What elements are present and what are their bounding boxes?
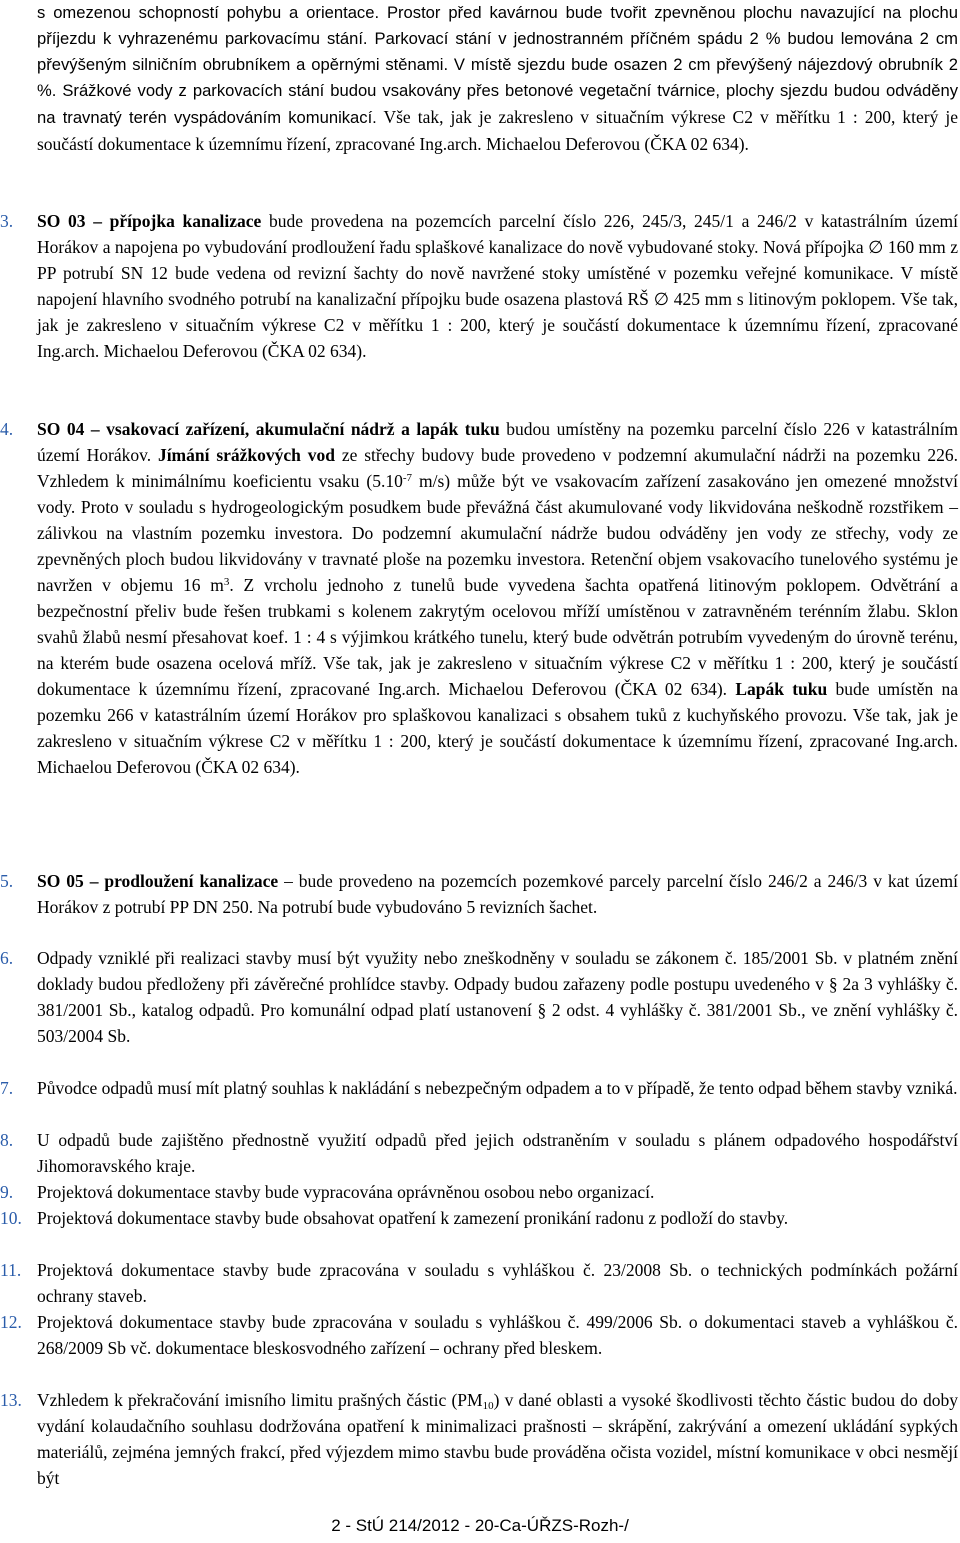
item-text: Odpady vzniklé při realizaci stavby musí být využity nebo zneškodněny v souladu se zákonem č. 185/2001 Sb. v platném znění doklady budou předloženy při závěrečné prohlídce stavby. Odpady budou zařazeny podle postupu uvedeného v § 2a 3 vyhlášky č. 381/2001 Sb., katalog odpadů. Pro komunální odpad platí ustanovení § 2 odst. 4 vyhlášky č. 381/2001 Sb., ve znění vyhlášky č. 503/2004 Sb.	[37, 948, 958, 1046]
item-body: Vzhledem k překračování imisního limitu prašných částic (PM	[37, 1390, 483, 1410]
item-number: 9.	[0, 1182, 14, 1202]
page-footer: 2 - StÚ 214/2012 - 20-Ca-ÚŘZS-Rozh-/	[331, 1516, 629, 1535]
continuation-serif-text: Vše tak, jak je zakresleno v situačním výkrese C2 v měřítku 1 : 200, který je součástí dokumentace k územnímu řízení, zpracované Ing.arch. Michaelou Deferovou (ČKA 02 634).	[37, 107, 958, 154]
item-number: 5.	[0, 871, 14, 891]
item-subheading: Jímání srážkových vod	[157, 445, 335, 465]
item-text	[37, 1387, 958, 1491]
item-text	[37, 416, 958, 780]
exponent: 3	[223, 576, 230, 588]
item-number: 6.	[0, 948, 14, 968]
continuation-sans-text: s omezenou schopností pohybu a orientace. Prostor před kavárnou bude tvořit zpevněnou plochu navazující na plochu příjezdu k vyhrazenému parkovacímu stání. Parkovací stání v jednostranném příčném spádu 2 % budou lemována 2 cm převýšeným silničním obrubníkem a opěrnými stěnami. V místě sjezdu bude osazen 2 cm převýšený nájezdový obrubník 2 %. Srážkové vody z parkovacích stání budou vsakovány přes betonové vegetační tvárnice, plochy sjezdu budou odváděny na travnatý terén vyspádováním komunikací.	[37, 3, 958, 127]
item-number: 12.	[0, 1312, 22, 1332]
item-body: budou umístěny na pozemku parcelní číslo 226 v katastrálním území Horákov.	[37, 419, 958, 465]
subscript: 10	[482, 1400, 494, 1412]
item-text: Projektová dokumentace stavby bude zpracována v souladu s vyhláškou č. 23/2008 Sb. o technických podmínkách požární ochrany staveb.	[37, 1260, 958, 1306]
item-number: 10.	[0, 1208, 22, 1228]
item-text	[37, 868, 958, 920]
item-text: Původce odpadů musí mít platný souhlas k nakládání s nebezpečným odpadem a to v případě, že tento odpad během stavby vzniká.	[37, 1078, 958, 1098]
item-heading: SO 04 – vsakovací zařízení, akumulační nádrž a lapák tuku	[37, 419, 500, 439]
item-number: 13.	[0, 1390, 22, 1410]
item-number: 3.	[0, 211, 14, 231]
item-number: 8.	[0, 1130, 14, 1150]
item-body: . Z vrcholu jednoho z tunelů bude vyvedena šachta opatřená litinovým poklopem. Odvětrání a bezpečnostní přeliv bude řešen trubkami s kolenem zakrytým ocelovou mříží umístěnou v zatravněném terénním žlabu. Sklon svahů žlabů nesmí přesahovat koef. 1 : 4 s výjimkou krátkého tunelu, který bude odvětrán potrubím vyvedeným do úrovně terénu, na kterém bude osazena ocelová mříž. Vše tak, jak je zakresleno v situačním výkrese C2 v měřítku 1 : 200, který je součástí dokumentace k územnímu řízení, zpracované Ing.arch. Michaelou Deferovou (ČKA 02 634).	[37, 575, 958, 699]
item-heading: SO 03 – přípojka kanalizace	[37, 211, 262, 231]
item-text: U odpadů bude zajištěno přednostně využití odpadů před jejich odstraněním v souladu s plánem odpadového hospodářství Jihomoravského kraje.	[37, 1130, 958, 1176]
item-body: bude umístěn na pozemku 266 v katastrálním území Horákov pro splaškovou kanalizaci s obsahem tuků z kuchyňského provozu. Vše tak, jak je zakresleno v situačním výkrese C2 v měřítku 1 : 200, který je součástí dokumentace k územnímu řízení, zpracované Ing.arch. Michaelou Deferovou (ČKA 02 634).	[37, 679, 958, 777]
item-body: ze střechy budovy bude provedeno v podzemní akumulační nádrži na pozemku 226. Vzhledem k minimálnímu koeficientu vsaku (5.10	[37, 445, 959, 491]
item-number: 4.	[0, 419, 14, 439]
item-body: bude provedena na pozemcích parcelní číslo 226, 245/3, 245/1 a 246/2 v katastrálním území Horákov a napojena po vybudování prodloužení řadu splaškové kanalizace do nově vybudované stoky. Nová přípojka ∅ 160 mm z PP potrubí SN 12 bude vedena od revizní šachty do nově navržené stoky umístěné v pozemku veřejné komunikace. V místě napojení hlavního svodného potrubí na kanalizační přípojku bude osazena plastová RŠ ∅ 425 mm s litinovým poklopem. Vše tak, jak je zakresleno v situačním výkrese C2 v měřítku 1 : 200, který je součástí dokumentace k územnímu řízení, zpracované Ing.arch. Michaelou Deferovou (ČKA 02 634).	[37, 211, 958, 361]
exponent: -7	[402, 472, 413, 484]
item-text: Projektová dokumentace stavby bude zpracována v souladu s vyhláškou č. 499/2006 Sb. o dokumentaci staveb a vyhláškou č. 268/2009 Sb vč. dokumentace bleskosvodného zařízení – ochrany před bleskem.	[37, 1312, 958, 1358]
item-subheading: Lapák tuku	[735, 679, 828, 699]
item-text: Projektová dokumentace stavby bude vypracována oprávněnou osobou nebo organizací.	[37, 1182, 655, 1202]
item-body: ) v dané oblasti a vysoké škodlivosti těchto částic budou do doby vydání kolaudačního souhlasu dodržována opatření k minimalizaci prašnosti – skrápění, zakrývání a omezení ukládání sypkých materiálů, zejména jemných frakcí, před výjezdem mimo stavbu bude prováděna očista vozidel, místní komunikace v obci nesmějí být	[37, 1390, 958, 1488]
item-text	[37, 208, 958, 364]
item-number: 7.	[0, 1078, 14, 1098]
item-number: 11.	[0, 1260, 22, 1280]
item-body: m/s) může být ve vsakovacím zařízení zasakováno jen omezené množství vody. Proto v souladu s hydrogeologickým posudkem bude převážná část akumulované vody likvidována neškodně rozstřikem – zálivkou na vlastním pozemku investora. Do podzemní akumulační nádrže budou odváděny jen vody ze střechy, vody ze zpevněných ploch budou likvidovány v travnaté ploše na pozemku investora. Retenční objem vsakovacího tunelového systému je navržen v objemu 16 m	[37, 471, 959, 595]
item-body: – bude provedeno na pozemcích pozemkové parcely parcelní číslo 246/2 a 246/3 v kat území Horákov z potrubí PP DN 250. Na potrubí bude vybudováno 5 revizních šachet.	[37, 871, 958, 917]
item-text: Projektová dokumentace stavby bude obsahovat opatření k zamezení pronikání radonu z podloží do stavby.	[37, 1208, 789, 1228]
item-heading: SO 05 – prodloužení kanalizace	[37, 871, 279, 891]
continuation-paragraph	[37, 0, 958, 158]
